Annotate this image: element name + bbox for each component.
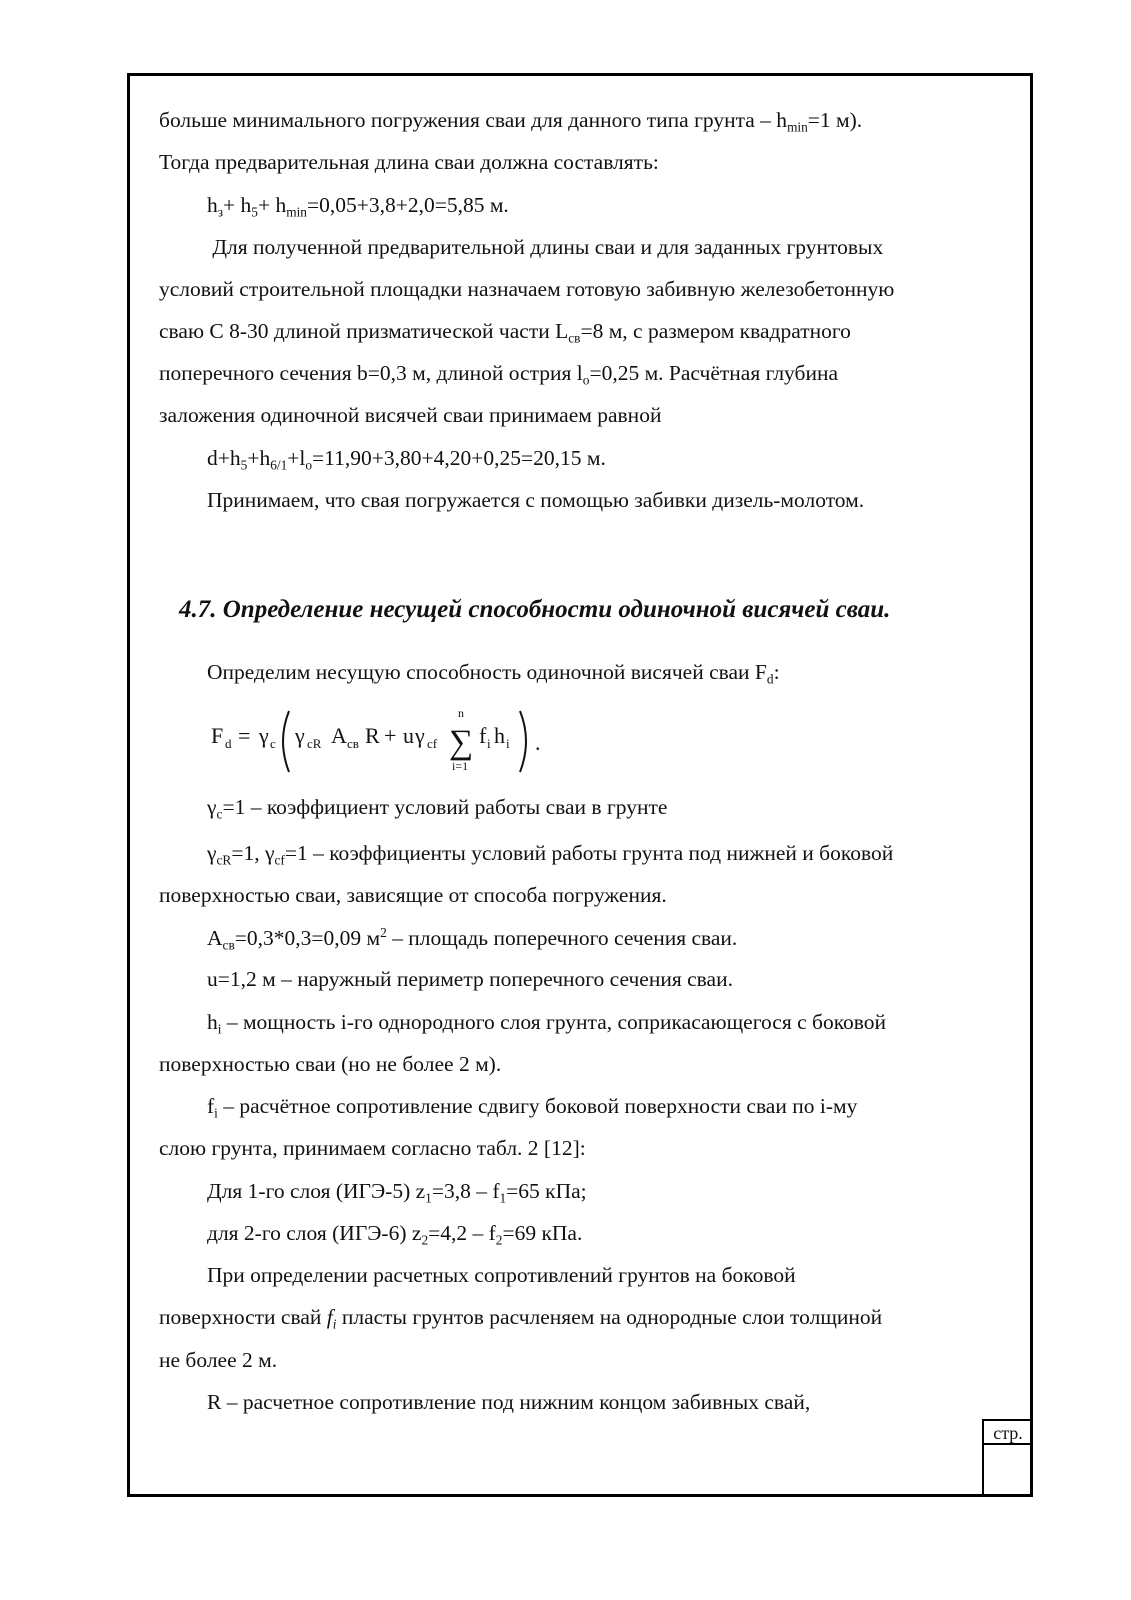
svg-text:γ: γ (259, 723, 269, 748)
text-line: заложения одиночной висячей сваи принимаем равной (159, 403, 662, 427)
text-line: $h_з+ h_5+ h_{min}=0,05+3,8+2,0=5,85$ м. (207, 193, 509, 220)
text-line: слою грунта, принимаем согласно табл. 2 [12]: (159, 1136, 586, 1160)
text-line: $\gamma_c=1$ – коэффициент условий работы сваи в грунте (207, 795, 668, 822)
text-line: $A_{св}=0,3*0,3=0,09$ $м^2$ – площадь поперечного сечения сваи. (207, 925, 738, 953)
svg-text:u: u (403, 723, 414, 748)
svg-text:R: R (365, 723, 380, 748)
svg-text:cR: cR (307, 736, 322, 751)
svg-text:cf: cf (427, 736, 438, 751)
svg-text:i: i (506, 736, 510, 751)
page-label: стр. (984, 1419, 1032, 1445)
text-line: поверхности свай $f_i$ пласты грунтов расчленяем на однородные слои толщиной (159, 1305, 883, 1332)
bearing-capacity-formula (207, 706, 567, 776)
text-line: При определении расчетных сопротивлений грунтов на боковой (207, 1263, 796, 1287)
text-line: $h_i$ – мощность i-го однородного слоя грунта, соприкасающегося с боковой (207, 1010, 887, 1037)
text-line: $f_i$ – расчётное сопротивление сдвигу боковой поверхности сваи по i-му (207, 1094, 858, 1121)
svg-text:γ: γ (415, 723, 425, 748)
text-line: больше минимального погружения сваи для данного типа грунта – $h_{min}=1$ м). (159, 108, 863, 135)
svg-text:.: . (535, 730, 541, 755)
svg-text:h: h (494, 723, 505, 748)
svg-text:i: i (487, 736, 491, 751)
text-line: Определим несущую способность одиночной висячей сваи $F_d$: (207, 660, 780, 687)
text-line: Для 1-го слоя (ИГЭ-5) $z_1=3,8 - f_1=65$ кПа; (207, 1179, 587, 1206)
text-line: для 2-го слоя (ИГЭ-6) $z_2=4,2 - f_2=69$ кПа. (207, 1221, 583, 1248)
svg-text:F: F (211, 723, 224, 748)
svg-text:γ: γ (295, 723, 305, 748)
text-line: $d+h_5+h_{6/1}+l_о=11,90+3,80+4,20+0,25=20,15$ м. (207, 446, 606, 473)
text-line: Тогда предварительная длина сваи должна составлять: (159, 150, 659, 174)
text-line: Принимаем, что свая погружается с помощью забивки дизель-молотом. (207, 488, 865, 512)
svg-text:i=1: i=1 (452, 759, 469, 773)
svg-text:=: = (238, 723, 251, 748)
text-line: поверхностью сваи, зависящие от способа погружения. (159, 883, 667, 907)
svg-text:A: A (331, 723, 347, 748)
svg-text:c: c (270, 736, 276, 751)
text-line: R – расчетное сопротивление под нижним концом забивных свай, (207, 1390, 811, 1414)
svg-text:f: f (479, 723, 487, 748)
page-number-stamp (982, 1419, 1032, 1494)
text-line: u=1,2 м – наружный периметр поперечного сечения сваи. (207, 967, 733, 991)
section-heading: 4.7. Определение несущей способности одиночной висячей сваи. (179, 596, 891, 623)
svg-text:∑: ∑ (449, 724, 474, 761)
text-line: $\gamma_{cR}=1$, $\gamma_{cf}=1$ – коэффициенты условий работы грунта под нижней и боковой (207, 841, 894, 868)
text-line: не более 2 м. (159, 1348, 278, 1372)
text-line: Для полученной предварительной длины сваи и для заданных грунтовых (207, 235, 884, 259)
svg-text:n: n (458, 706, 464, 720)
svg-text:d: d (225, 736, 232, 751)
svg-text:св: св (347, 736, 359, 751)
svg-text:+: + (384, 723, 397, 748)
text-line: сваю С 8-30 длиной призматической части $L_{св}=8$ м, с размером квадратного (159, 319, 851, 346)
text-line: условий строительной площадки назначаем готовую забивную железобетонную (159, 277, 895, 301)
text-line: поперечного сечения b=0,3 м, длиной острия $l_о=0,25$ м. Расчётная глубина (159, 361, 839, 388)
text-line: поверхностью сваи (но не более 2 м). (159, 1052, 502, 1076)
